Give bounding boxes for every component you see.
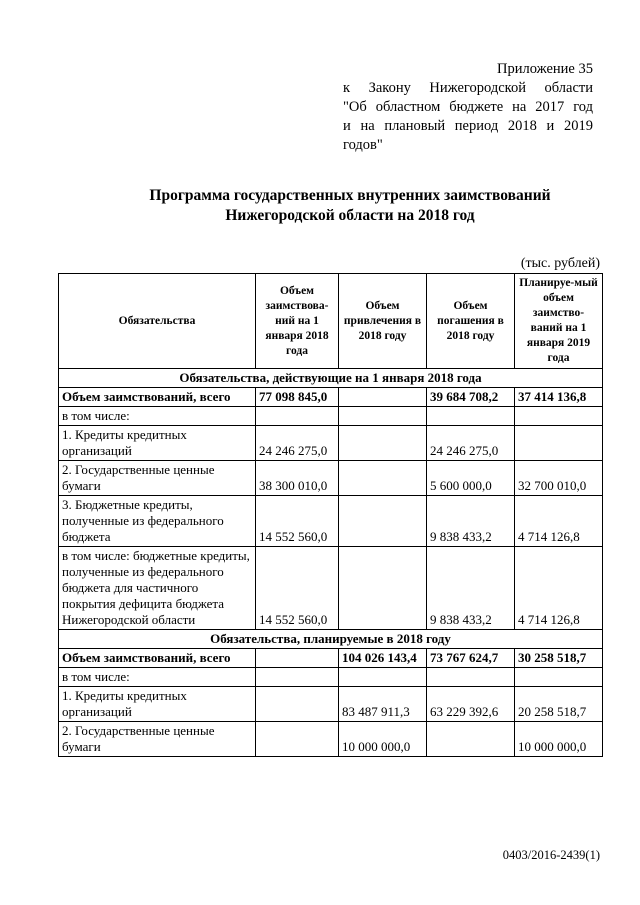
table-body [59, 369, 603, 757]
obligation-cell: 2. Государственные ценные бумаги [59, 722, 256, 757]
volume-jan-2018-cell: 24 246 275,0 [256, 426, 339, 461]
section-row-planned [59, 630, 603, 649]
obligation-cell: Объем заимствований, всего [59, 388, 256, 407]
attraction-cell [339, 426, 427, 461]
obligation-cell: 1. Кредиты кредитных организаций [59, 426, 256, 461]
planned-jan-2019-cell [515, 407, 603, 426]
planned-jan-2019-cell: 10 000 000,0 [515, 722, 603, 757]
attraction-cell: 104 026 143,4 [339, 649, 427, 668]
volume-jan-2018-cell: 14 552 560,0 [256, 547, 339, 630]
annex-heading [343, 60, 593, 155]
planned-jan-2019-cell: 37 414 136,8 [515, 388, 603, 407]
obligation-cell: 1. Кредиты кредитных организаций [59, 687, 256, 722]
annex-number: Приложение 35 [497, 61, 593, 77]
planned-jan-2019-cell: 20 258 518,7 [515, 687, 603, 722]
planned-jan-2019-cell: 4 714 126,8 [515, 496, 603, 547]
table-row [59, 649, 603, 668]
repayment-cell: 39 684 708,2 [427, 388, 515, 407]
planned-jan-2019-cell: 30 258 518,7 [515, 649, 603, 668]
header-repayment-2018: Объем погашения в 2018 году [427, 274, 515, 369]
table-row [59, 687, 603, 722]
attraction-cell: 83 487 911,3 [339, 687, 427, 722]
volume-jan-2018-cell: 14 552 560,0 [256, 496, 339, 547]
planned-jan-2019-cell [515, 426, 603, 461]
volume-jan-2018-cell [256, 722, 339, 757]
attraction-cell [339, 496, 427, 547]
table-row [59, 722, 603, 757]
repayment-cell [427, 407, 515, 426]
table-row [59, 461, 603, 496]
attraction-cell [339, 668, 427, 687]
annex-line-3: "Об областном бюджете на 2017 год [343, 99, 593, 115]
planned-jan-2019-cell: 32 700 010,0 [515, 461, 603, 496]
table-row [59, 407, 603, 426]
table-row [59, 496, 603, 547]
attraction-cell [339, 407, 427, 426]
obligation-cell: в том числе: бюджетные кредиты, полученные из федерального бюджета для частичного покрытия дефицита бюджета Нижегородской области [59, 547, 256, 630]
header-volume-jan-2018: Объем заимствова-ний на 1 января 2018 года [256, 274, 339, 369]
table-row [59, 426, 603, 461]
annex-line-4: и на плановый период 2018 и 2019 [343, 118, 593, 134]
volume-jan-2018-cell [256, 668, 339, 687]
planned-jan-2019-cell: 4 714 126,8 [515, 547, 603, 630]
attraction-cell [339, 547, 427, 630]
document-code: 0403/2016-2439(1) [502, 848, 600, 862]
planned-jan-2019-cell [515, 668, 603, 687]
repayment-cell: 24 246 275,0 [427, 426, 515, 461]
repayment-cell: 73 767 624,7 [427, 649, 515, 668]
section-row-existing [59, 369, 603, 388]
units-label: (тыс. рублей) [520, 256, 600, 271]
attraction-cell [339, 388, 427, 407]
repayment-cell: 63 229 392,6 [427, 687, 515, 722]
repayment-cell: 9 838 433,2 [427, 496, 515, 547]
volume-jan-2018-cell [256, 649, 339, 668]
repayment-cell [427, 668, 515, 687]
obligation-cell: в том числе: [59, 407, 256, 426]
document-title [60, 186, 640, 226]
table-row [59, 388, 603, 407]
repayment-cell: 5 600 000,0 [427, 461, 515, 496]
obligation-cell: 2. Государственные ценные бумаги [59, 461, 256, 496]
volume-jan-2018-cell: 77 098 845,0 [256, 388, 339, 407]
obligation-cell: в том числе: [59, 668, 256, 687]
annex-line-2: к Закону Нижегородской области [343, 80, 593, 96]
attraction-cell [339, 461, 427, 496]
table-row [59, 547, 603, 630]
title-line-2: Нижегородской области на 2018 год [225, 207, 475, 224]
table-header-row [59, 274, 603, 369]
volume-jan-2018-cell: 38 300 010,0 [256, 461, 339, 496]
repayment-cell [427, 722, 515, 757]
volume-jan-2018-cell [256, 407, 339, 426]
table-row [59, 668, 603, 687]
repayment-cell: 9 838 433,2 [427, 547, 515, 630]
header-obligations: Обязательства [59, 274, 256, 369]
section-title: Обязательства, действующие на 1 января 2018 года [59, 369, 603, 388]
section-title: Обязательства, планируемые в 2018 году [59, 630, 603, 649]
volume-jan-2018-cell [256, 687, 339, 722]
title-line-1: Программа государственных внутренних заимствований [149, 187, 551, 204]
annex-line-5: годов" [343, 137, 383, 153]
header-attraction-2018: Объем привлечения в 2018 году [339, 274, 427, 369]
obligation-cell: 3. Бюджетные кредиты, полученные из федерального бюджета [59, 496, 256, 547]
borrowing-program-table [58, 273, 603, 757]
header-planned-jan-2019: Планируе-мый объем заимство-ваний на 1 января 2019 года [515, 274, 603, 369]
obligation-cell: Объем заимствований, всего [59, 649, 256, 668]
attraction-cell: 10 000 000,0 [339, 722, 427, 757]
